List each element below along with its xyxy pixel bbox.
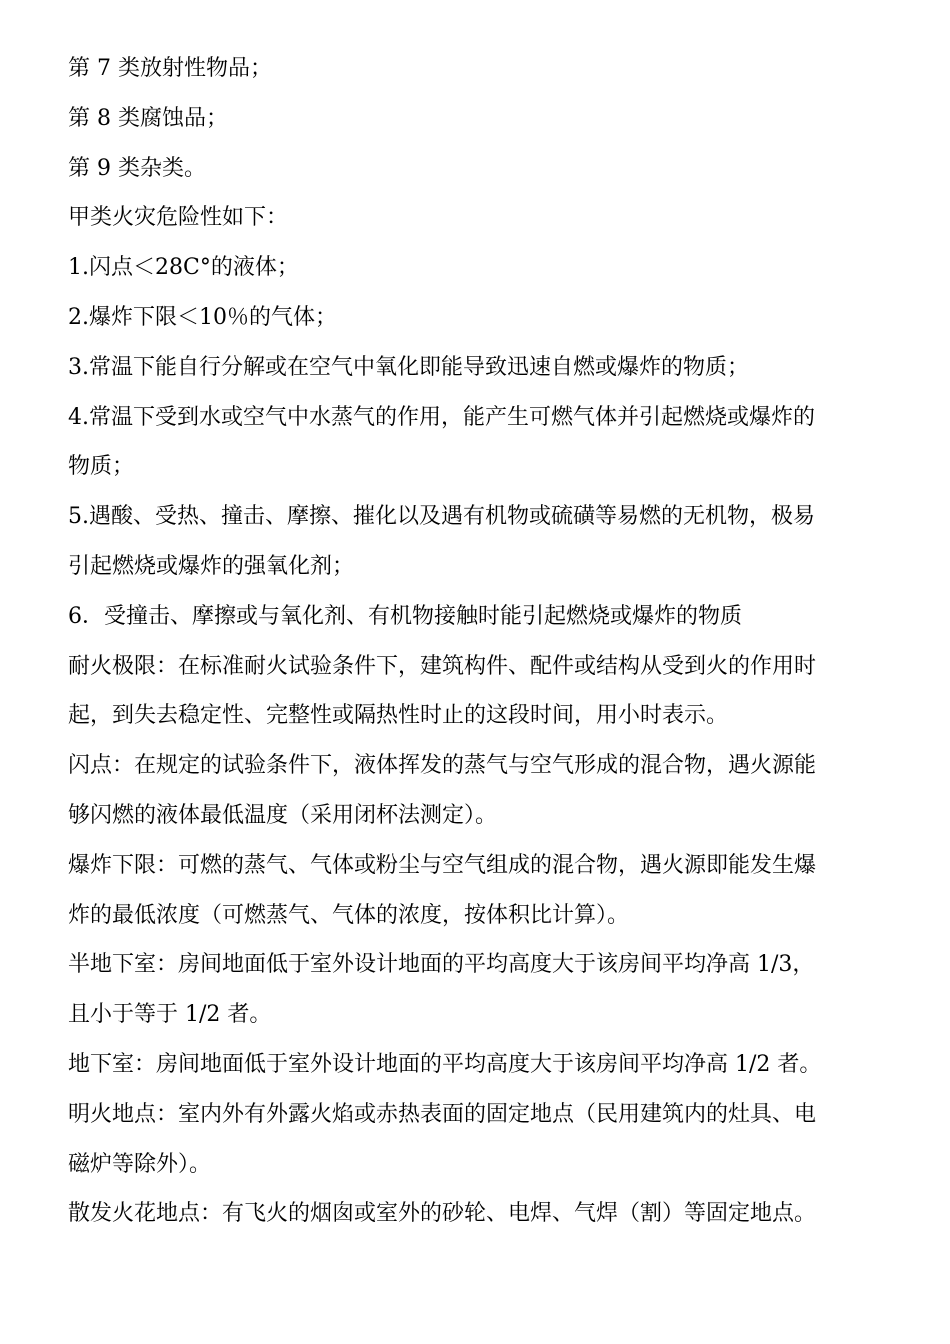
text-line: 磁炉等除外）。: [68, 1151, 212, 1177]
text-line: 第 7 类放射性物品；: [68, 56, 272, 81]
text-line: 明火地点：室内外有外露火焰或赤热表面的固定地点（民用建筑内的灶具、电: [68, 1101, 817, 1127]
text-line: 爆炸下限：可燃的蒸气、气体或粉尘与空气组成的混合物，遇火源即能发生爆: [68, 852, 817, 878]
document-body: [68, 44, 898, 1239]
text-line: 炸的最低浓度（可燃蒸气、气体的浓度，按体积比计算）。: [68, 902, 630, 928]
text-line: 3.常温下能自行分解或在空气中氧化即能导致迅速自燃或爆炸的物质；: [68, 354, 749, 380]
text-line: 1.闪点＜28C°的液体；: [68, 255, 299, 281]
text-line: 够闪燃的液体最低温度（采用闭杯法测定）。: [68, 802, 498, 828]
text-line: 引起燃烧或爆炸的强氧化剂；: [68, 553, 355, 579]
text-line: 4.常温下受到水或空气中水蒸气的作用，能产生可燃气体并引起燃烧或爆炸的: [68, 404, 815, 430]
text-line: 闪点：在规定的试验条件下，液体挥发的蒸气与空气形成的混合物，遇火源能: [68, 753, 817, 779]
text-line: 2.爆炸下限＜10％的气体；: [68, 304, 337, 330]
text-line: 甲类火灾危险性如下：: [68, 205, 289, 231]
text-line: 6．受撞击、摩擦或与氧化剂、有机物接触时能引起燃烧或爆炸的物质: [68, 603, 742, 629]
text-line: 地下室：房间地面低于室外设计地面的平均高度大于该房间平均净高 1/2 者。: [68, 1051, 822, 1077]
text-line: 且小于等于 1/2 者。: [68, 1002, 272, 1028]
text-line: 物质；: [68, 454, 135, 480]
text-line: 耐火极限：在标准耐火试验条件下，建筑构件、配件或结构从受到火的作用时: [68, 653, 817, 679]
text-line: 散发火花地点：有飞火的烟囱或室外的砂轮、电焊、气焊（割）等固定地点。: [68, 1201, 817, 1227]
text-line: 第 9 类杂类。: [68, 155, 206, 181]
text-line: 5.遇酸、受热、撞击、摩擦、摧化以及遇有机物或硫磺等易燃的无机物，极易: [68, 504, 815, 530]
text-line: 半地下室：房间地面低于室外设计地面的平均高度大于该房间平均净高 1/3，: [68, 952, 815, 978]
text-line: 第 8 类腐蚀品；: [68, 105, 228, 131]
text-line: 起，到失去稳定性、完整性或隔热性时止的这段时间，用小时表示。: [68, 703, 729, 729]
